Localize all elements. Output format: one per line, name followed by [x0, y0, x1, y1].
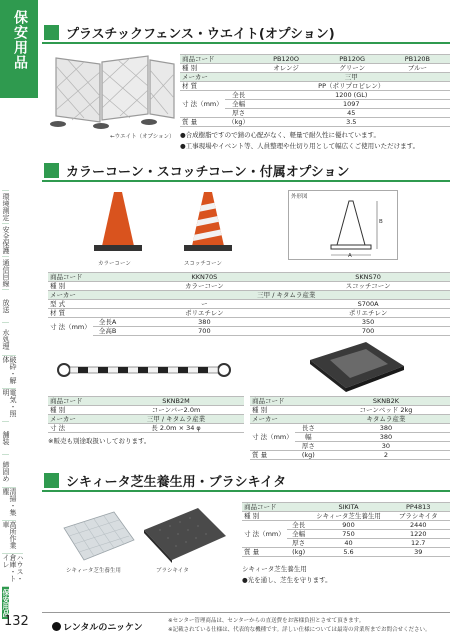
- material-cell: ポリエチレン: [123, 309, 287, 318]
- row-label: 型 式: [48, 300, 123, 309]
- sidebar: [0, 0, 38, 644]
- value-cell: 5.6: [311, 548, 387, 557]
- code-cell: PP4813: [386, 503, 450, 512]
- code-cell: PB120G: [320, 55, 385, 64]
- row-label: メーカー: [180, 73, 253, 82]
- scotch-cone-image: [178, 190, 238, 256]
- section-header-mat: [42, 470, 450, 492]
- row-label: 寸 法（mm）: [180, 91, 225, 118]
- sidebar-tab[interactable]: 水処理: [2, 322, 9, 355]
- row-label: メーカー: [250, 415, 322, 424]
- row-label: 質 量: [180, 118, 225, 127]
- fence-spec-table: [180, 54, 450, 127]
- maker-cell: 三甲 / キタムラ産業: [108, 415, 244, 424]
- type-cell: ブラシキイタ: [386, 512, 450, 521]
- diagram-dim-a: A: [348, 253, 352, 259]
- row-label: 種 別: [250, 406, 322, 415]
- mat-note: シキィータ芝生養生用: [242, 565, 307, 573]
- value-cell: 380: [322, 433, 450, 442]
- footer-divider: [42, 612, 450, 613]
- sub-label: 全幅: [225, 100, 253, 109]
- type-cell: スコッチコーン: [286, 282, 450, 291]
- code-cell: PB120B: [385, 55, 450, 64]
- cone-caption: カラーコーン: [98, 261, 131, 267]
- maker-cell: 三甲: [253, 73, 451, 82]
- code-cell: KKN70S: [123, 273, 287, 282]
- mat-note: ●光を通し、芝生を守ります。: [242, 576, 332, 584]
- sidebar-tab[interactable]: 安全保護: [2, 223, 9, 256]
- color-cone-image: [88, 190, 148, 256]
- th-code: 商品コード: [180, 55, 253, 64]
- sidebar-category-block: [0, 0, 38, 98]
- th-code: 商品コード: [48, 397, 108, 406]
- row-label: メーカー: [48, 291, 123, 300]
- sub-label: 全長: [225, 91, 253, 100]
- logo-mark-icon: [52, 622, 61, 631]
- footer-note: ※記載されている仕様は、代表的な機種です。詳しい仕様については最寄の営業所までお問合せください。: [168, 627, 431, 633]
- row-label: 材 質: [48, 309, 123, 318]
- cone-bed-image: [300, 336, 410, 396]
- row-label: 寸 法（mm）: [48, 318, 93, 336]
- row-label: 材 質: [180, 82, 253, 91]
- sidebar-tab[interactable]: 電気・照明: [2, 388, 16, 421]
- row-label: 寸 法（mm）: [250, 424, 295, 451]
- section-marker-icon: [44, 473, 59, 488]
- sub-label: 厚さ: [225, 109, 253, 118]
- value-cell: 700: [123, 327, 287, 336]
- sub-label: 全高B: [93, 327, 123, 336]
- weight-caption: ←ウエイト（オプション）: [110, 134, 175, 140]
- code-cell: SKNB2M: [108, 397, 244, 406]
- section-header-cone: [42, 160, 450, 182]
- material-cell: ポリエチレン: [286, 309, 450, 318]
- sikita-caption: シキィータ芝生養生用: [66, 568, 121, 574]
- value-cell: 1097: [253, 100, 451, 109]
- sub-label: (kg): [295, 451, 322, 460]
- type-cell: シキィータ芝生養生用: [311, 512, 387, 521]
- scotch-caption: スコッチコーン: [184, 261, 223, 267]
- color-cell: グリーン: [320, 64, 385, 73]
- page-number: 132: [4, 614, 29, 629]
- diagram-label: 外形図: [291, 194, 308, 200]
- maker-cell: 三甲 / キタムラ産業: [123, 291, 450, 300]
- section-title: カラーコーン・スコッチコーン・付属オプション: [66, 165, 350, 180]
- footer-note: ※センター管理商品は、センターからの直送費をお客様負担とさせて頂きます。: [168, 618, 365, 624]
- mat-spec-table: [242, 502, 450, 557]
- code-cell: SIKITA: [311, 503, 387, 512]
- value-cell: 40: [311, 539, 387, 548]
- value-cell: 30: [322, 442, 450, 451]
- sidebar-tab[interactable]: ハウス・倉庫・トイレ: [2, 553, 23, 586]
- code-cell: SKNB2K: [322, 397, 450, 406]
- sub-label: 全幅: [287, 530, 311, 539]
- note-line: ●工事現場やイベント等、人員整理や仕切り用として幅広くご使用いただけます。: [180, 142, 420, 150]
- value-cell: 3.5: [253, 118, 451, 127]
- outline-diagram-frame: [288, 190, 398, 260]
- sub-label: 全長: [287, 521, 311, 530]
- type-cell: コーンベッド 2kg: [322, 406, 450, 415]
- row-label: 寸 法: [48, 424, 108, 433]
- row-label: 質 量: [242, 548, 287, 557]
- color-cell: オレンジ: [253, 64, 320, 73]
- code-cell: PB120O: [253, 55, 320, 64]
- sub-label: (kg): [287, 548, 311, 557]
- company-logo-text: レンタルのニッケン: [63, 623, 143, 633]
- row-label: 質 量: [250, 451, 295, 460]
- sub-label: 全長A: [93, 318, 123, 327]
- value-cell: 2: [322, 451, 450, 460]
- sidebar-category-label: 保安用品: [12, 10, 28, 70]
- cone-outline-diagram: [289, 191, 399, 261]
- sikita-mat-image: [58, 506, 138, 566]
- sub-label: 幅: [295, 433, 322, 442]
- company-logo: [52, 620, 143, 633]
- sidebar-tab[interactable]: 環境測定: [2, 190, 9, 223]
- model-cell: ー: [123, 300, 287, 309]
- cone-bed-table: [250, 396, 450, 460]
- type-cell: コーンバー2.0m: [108, 406, 244, 415]
- row-label: メーカー: [48, 415, 108, 424]
- row-label: 寸 法（mm）: [242, 521, 287, 548]
- value-cell: 長 2.0m × 34 φ: [108, 424, 244, 433]
- cone-bar-image: [54, 350, 234, 390]
- value-cell: 1200 (GL): [253, 91, 451, 100]
- sidebar-tab[interactable]: 締固め: [2, 454, 9, 487]
- sub-label: 長さ: [295, 424, 322, 433]
- row-label: 種 別: [48, 406, 108, 415]
- fence-illustration: [48, 52, 178, 136]
- th-code: 商品コード: [48, 273, 123, 282]
- value-cell: 1220: [386, 530, 450, 539]
- value-cell: 700: [286, 327, 450, 336]
- value-cell: 45: [253, 109, 451, 118]
- section-marker-icon: [44, 25, 59, 40]
- sub-label: （kg）: [225, 118, 253, 127]
- section-title: シキィータ芝生養生用・ブラシキイタ: [66, 475, 287, 490]
- color-cell: ブルー: [385, 64, 450, 73]
- section-title: プラスチックフェンス・ウエイト(オプション): [66, 27, 335, 42]
- section-marker-icon: [44, 163, 59, 178]
- bar-note: ※販売も別途取扱いしております。: [48, 437, 151, 445]
- row-label: 種 別: [48, 282, 123, 291]
- material-cell: PP（ポリプロピレン）: [253, 82, 451, 91]
- model-cell: S700A: [286, 300, 450, 309]
- brush-caption: ブラシキイタ: [156, 568, 189, 574]
- value-cell: 350: [286, 318, 450, 327]
- sidebar-tabs: [2, 190, 36, 619]
- section-header-fence: [42, 22, 450, 44]
- sidebar-tab[interactable]: 破砕・解体: [2, 355, 16, 388]
- row-label: 種 別: [180, 64, 253, 73]
- cone-spec-table: [48, 272, 450, 336]
- row-label: 種 別: [242, 512, 311, 521]
- value-cell: 2440: [386, 521, 450, 530]
- brush-kita-image: [140, 502, 230, 568]
- diagram-dim-b: B: [379, 219, 383, 225]
- th-code: 商品コード: [250, 397, 322, 406]
- th-code: 商品コード: [242, 503, 311, 512]
- sidebar-tab[interactable]: 放送: [2, 289, 9, 322]
- value-cell: 900: [311, 521, 387, 530]
- sub-label: 厚さ: [295, 442, 322, 451]
- value-cell: 39: [386, 548, 450, 557]
- value-cell: 12.7: [386, 539, 450, 548]
- cone-bar-table: [48, 396, 244, 433]
- value-cell: 750: [311, 530, 387, 539]
- type-cell: カラーコーン: [123, 282, 287, 291]
- sidebar-tab[interactable]: 通信回線: [2, 256, 9, 289]
- sidebar-tab[interactable]: 舗装: [2, 421, 9, 454]
- sidebar-tab-active[interactable]: 保安用品: [2, 586, 9, 619]
- note-line: ●合成樹脂ですので錆の心配がなく、軽量で耐久性に優れています。: [180, 131, 381, 139]
- maker-cell: キタムラ産業: [322, 415, 450, 424]
- value-cell: 380: [322, 424, 450, 433]
- value-cell: 380: [123, 318, 287, 327]
- sidebar-tab[interactable]: 高所作業車: [2, 520, 16, 553]
- sub-label: 厚さ: [287, 539, 311, 548]
- code-cell: SKNS70: [286, 273, 450, 282]
- sidebar-tab[interactable]: 清掃・集塵: [2, 487, 16, 520]
